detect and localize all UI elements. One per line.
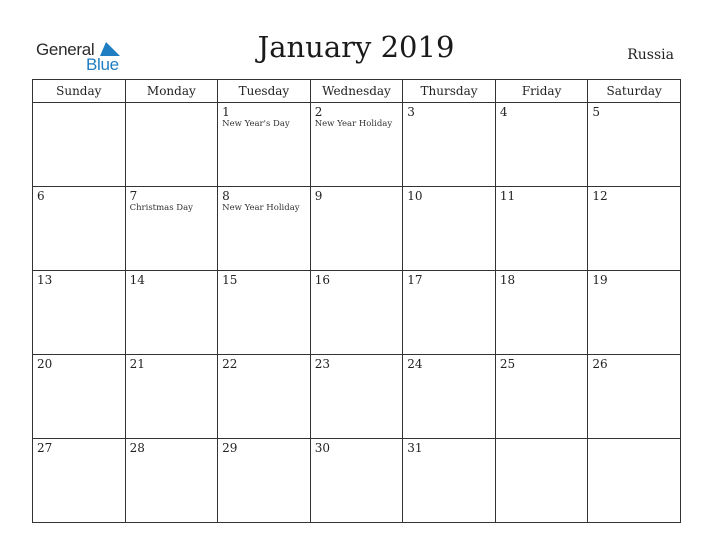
day-cell [310, 103, 403, 187]
day-cell [588, 439, 681, 523]
day-number: 2 [314, 105, 323, 119]
day-number: 1 [222, 105, 230, 119]
day-number: 14 [129, 273, 145, 287]
holiday-label: New Year Holiday [222, 203, 300, 213]
day-number: 6 [37, 189, 45, 203]
day-number: 5 [592, 105, 601, 119]
day-number: 13 [37, 273, 53, 287]
day-cell [310, 355, 403, 439]
day-number: 28 [129, 441, 145, 455]
country-label: Russia [627, 47, 674, 63]
day-number: 8 [222, 189, 230, 203]
day-number: 19 [592, 273, 608, 287]
day-cell [495, 355, 588, 439]
day-number: 4 [499, 105, 508, 119]
weekday-header-row [33, 80, 681, 103]
weekday-header: Wednesday [310, 80, 403, 103]
weekday-header: Thursday [403, 80, 496, 103]
day-cell [310, 271, 403, 355]
holiday-label: Christmas Day [129, 203, 193, 213]
week-row [33, 103, 681, 187]
weekday-header: Friday [495, 80, 588, 103]
day-number: 29 [222, 441, 238, 455]
holiday-label: New Year's Day [222, 119, 290, 129]
day-cell [588, 187, 681, 271]
day-number: 10 [407, 189, 423, 203]
day-cell [588, 103, 681, 187]
day-number: 11 [499, 189, 516, 203]
logo-word-general: General [36, 40, 95, 59]
day-cell [33, 103, 126, 187]
day-number: 20 [37, 357, 53, 371]
day-cell [495, 439, 588, 523]
day-cell [495, 271, 588, 355]
day-number: 21 [129, 357, 145, 371]
weekday-header: Sunday [33, 80, 126, 103]
day-number: 7 [129, 189, 138, 203]
day-number: 31 [407, 441, 423, 455]
day-number: 15 [222, 273, 238, 287]
day-number: 26 [592, 357, 608, 371]
day-number: 23 [314, 357, 330, 371]
day-cell [125, 187, 218, 271]
day-cell [310, 439, 403, 523]
day-number: 12 [592, 189, 608, 203]
day-cell [495, 103, 588, 187]
weekday-header: Tuesday [218, 80, 311, 103]
day-number: 25 [499, 357, 516, 371]
day-number: 18 [499, 273, 516, 287]
day-number: 16 [314, 273, 330, 287]
week-row [33, 355, 681, 439]
day-number: 27 [37, 441, 53, 455]
day-cell [33, 439, 126, 523]
day-cell [218, 271, 311, 355]
day-number: 17 [407, 273, 423, 287]
day-cell [125, 103, 218, 187]
day-cell [218, 187, 311, 271]
day-number: 3 [407, 105, 415, 119]
day-cell [218, 439, 311, 523]
day-number: 30 [314, 441, 330, 455]
day-cell [403, 103, 496, 187]
day-cell [495, 187, 588, 271]
day-cell [403, 271, 496, 355]
day-cell [33, 355, 126, 439]
day-cell [125, 355, 218, 439]
day-cell [310, 187, 403, 271]
day-number: 22 [222, 357, 238, 371]
week-row [33, 187, 681, 271]
day-cell [33, 187, 126, 271]
day-cell [403, 187, 496, 271]
day-cell [125, 439, 218, 523]
weekday-header: Monday [125, 80, 218, 103]
logo-word-blue: Blue [86, 55, 119, 74]
day-cell [33, 271, 126, 355]
calendar-title: January 2019 [257, 30, 455, 64]
day-cell [588, 271, 681, 355]
day-cell [403, 439, 496, 523]
day-cell [125, 271, 218, 355]
holiday-label: New Year Holiday [314, 119, 393, 129]
day-number: 24 [407, 357, 423, 371]
day-number: 9 [314, 189, 323, 203]
calendar-grid [32, 79, 681, 523]
day-cell [218, 103, 311, 187]
week-row [33, 271, 681, 355]
day-cell [218, 355, 311, 439]
week-row [33, 439, 681, 523]
day-cell [403, 355, 496, 439]
day-cell [588, 355, 681, 439]
weekday-header: Saturday [588, 80, 681, 103]
